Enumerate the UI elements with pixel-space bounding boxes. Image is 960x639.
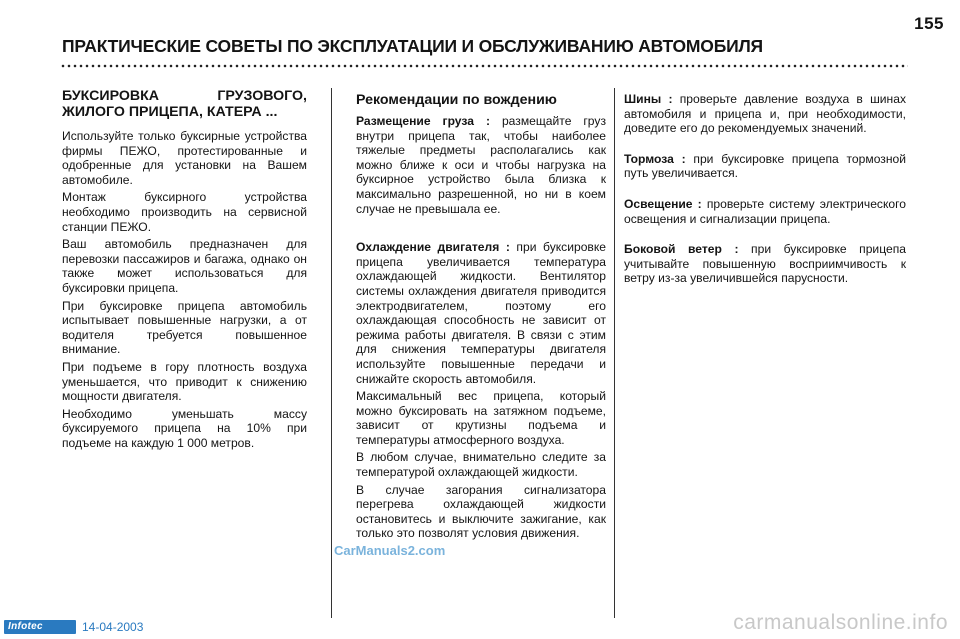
footer-date: 14-04-2003 [82,620,144,634]
towing-paragraph: При буксировке прицепа автомобиль испытывает повышенные нагрузки, а от водителя требуется повышенное внимание. [62,298,307,357]
brakes-paragraph [624,152,906,181]
overheat-alarm-paragraph: В случае загорания сигнализатора перегрева охлаждающей жидкости остановитесь и выключите зажигание, как только это позволят условия движения. [356,482,606,541]
engine-cooling-paragraph [356,240,606,386]
lighting-term: Освещение : [624,196,702,211]
crosswind-paragraph [624,242,906,286]
column-divider-right [614,88,615,618]
watch-temperature-paragraph: В любом случае, внимательно следите за температурой охлаждающей жидкости. [356,450,606,480]
max-weight-paragraph: Максимальный вес прицепа, который можно буксировать на затяжном подъеме, зависит от крутизны подъема и температуры атмосферного воздуха. [356,389,606,447]
towing-paragraph: При подъеме в гору плотность воздуха уменьшается, что приводит к снижению мощности двигателя. [62,359,307,404]
engine-cooling-term: Охлаждение двигателя : [356,240,510,255]
brakes-text: при буксировке прицепа тормозной путь увеличивается. [624,151,906,181]
page-number: 155 [914,14,944,33]
towing-paragraph: Ваш автомобиль предназначен для перевозки пассажиров и багажа, однако он также может использоваться для буксировки прицепа. [62,237,307,295]
engine-cooling-text: при буксировке прицепа увеличивается температура охлаждающей жидкости. Вентилятор системы охлаждения двигателя приводится электродвигателем, поэтому его охлаждающая способность не зависит от режима работы двигателя. В связи с этим для снижения температуры двигателя используйте повышенные передачи и снижайте скорость автомобиля. [356,240,606,386]
infotec-logo-text: Infotec [8,621,43,632]
towing-paragraph: Монтаж буксирного устройства необходимо производить на сервисной станции ПЕЖО. [62,190,307,234]
lighting-text: проверьте систему электрического освещения и сигнализации прицепа. [624,196,906,226]
towing-paragraph: Необходимо уменьшать массу буксируемого прицепа на 10% при подъеме на каждую 1 000 метров. [62,406,307,450]
middle-column [356,92,606,544]
towing-heading-line2: ЖИЛОГО ПРИЦЕПА, КАТЕРА ... [62,104,278,120]
dotted-divider [60,64,908,68]
crosswind-text: при буксировке прицепа учитывайте повышенную восприимчивость к ветру из-за увеличившейся парусности. [624,242,906,286]
brakes-term: Тормоза : [624,151,686,166]
infotec-logo [4,620,76,634]
driving-tips-heading: Рекомендации по вождению [356,92,557,108]
lighting-paragraph [624,197,906,226]
watermark-text: CarManuals2.com [334,543,446,558]
tires-paragraph [624,92,906,136]
tires-text: проверьте давление воздуха в шинах автомобиля и прицепа и, при необходимости, доведите его до рекомендуемых значений. [624,92,906,136]
page-title: ПРАКТИЧЕСКИЕ СОВЕТЫ ПО ЭКСПЛУАТАЦИИ И ОБСЛУЖИВАНИЮ АВТОМОБИЛЯ [62,36,763,56]
crosswind-term: Боковой ветер : [624,242,739,257]
left-column [62,88,307,453]
footer-site-watermark: carmanualsonline.info [733,611,948,634]
towing-heading-line1: БУКСИРОВКА ГРУЗОВОГО, [62,88,307,104]
tires-term: Шины : [624,92,673,106]
load-placement-paragraph [356,114,606,216]
right-column [624,92,906,289]
column-divider-left [331,88,332,618]
load-placement-term: Размещение груза : [356,114,490,128]
towing-paragraph: Используйте только буксирные устройства фирмы ПЕЖО, протестированные и одобренные для установки на Вашем автомобиле. [62,129,307,187]
load-placement-text: размещайте груз внутри прицепа так, чтобы наиболее тяжелые предметы располагались как можно ближе к оси и чтобы нагрузка на буксирное устройство была близка к максимально разрешенной, но ни в коем случае не превышала ее. [356,114,606,216]
